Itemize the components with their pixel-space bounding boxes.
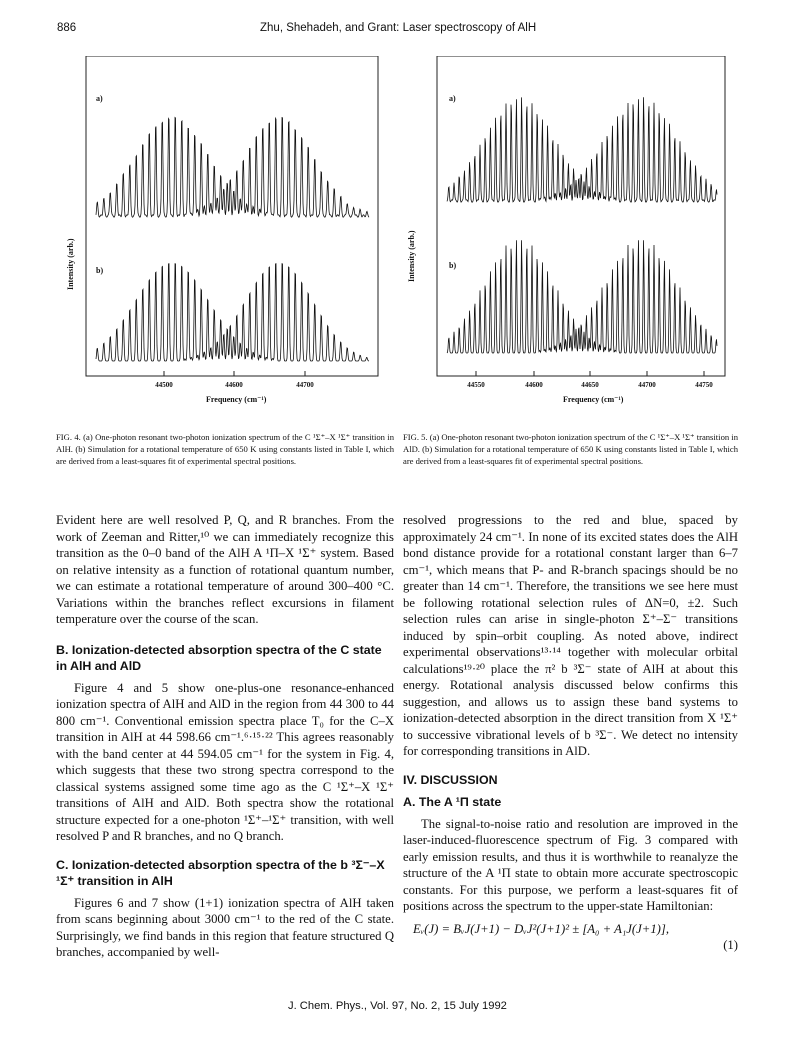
figure-5-plot	[401, 56, 741, 411]
figure-4-plot	[54, 56, 394, 411]
figure-4-panel-b-label: b)	[96, 266, 104, 275]
paragraph: Figures 6 and 7 show (1+1) ionization spectra of AlH taken from scans beginning about 3000 cm⁻¹ to the red of the C state. Surprisingly, we find bands in this region that feature structured Q branches, accompanied by well-	[56, 895, 394, 959]
section-heading-iv: IV. DISCUSSION	[403, 772, 498, 787]
figure-5-x-tick: 44700	[638, 381, 656, 389]
section-heading-c: C. Ionization-detected absorption spectra of the b ³Σ⁻–X ¹Σ⁺ transition in AlH	[56, 857, 385, 888]
figure-4-x-axis-label: Frequency (cm⁻¹)	[206, 395, 267, 404]
equation-number: (1)	[723, 938, 738, 952]
figure-4-caption: FIG. 4. (a) One-photon resonant two-photon ionization spectrum of the C ¹Σ⁺–X ¹Σ⁺ transition in AlH. (b) Simulation for a rotational temperature of 650 K using constants listed in Table I, which are derived from a least-squares fit of experimental spectral positions.	[56, 432, 394, 466]
section-heading-b: B. Ionization-detected absorption spectra of the C state in AlH and AlD	[56, 642, 382, 673]
figure-5-caption: FIG. 5. (a) One-photon resonant two-photon ionization spectrum of the C ¹Σ⁺–X ¹Σ⁺ transition in AlD. (b) Simulation for a rotational temperature of 650 K using constants listed in Table I, which are derived from a least-squares fit of experimental spectral positions.	[403, 432, 738, 466]
paragraph: resolved progressions to the red and blue, spaced by approximately 24 cm⁻¹. In none of its excited states does the AlH bond distance provide for a rotational constant larger than 6–7 cm⁻¹, which means that P- and R-branch spacings should be no greater than 14 cm⁻¹. Therefore, the transitions we see here must be following rotational selection rules of ΔN=0, ±2. Such selection rules can arise in single-photon Σ⁺–Σ⁻ transitions induced by spin–orbit coupling. As noted above, indirect experimental observations¹³·¹⁴ together with molecular orbital calculations¹⁹·²⁰ place the π² b ³Σ⁻ state of AlH at about this energy. Rotational analysis discussed below confirms this suggestion, and allows us to assign these band systems to ionization-detected absorption in the direct transition from X ¹Σ⁺ to successive vibrational levels of b ³Σ⁻. We detect no intensity for corresponding transitions in AlD.	[403, 513, 738, 758]
figure-5-panel-b-label: b)	[449, 261, 457, 270]
journal-footer: J. Chem. Phys., Vol. 97, No. 2, 15 July 1992	[288, 1000, 507, 1012]
figure-4-x-tick: 44600	[225, 381, 243, 389]
section-heading-a: A. The A ¹Π state	[403, 794, 502, 809]
equation-1: Eᵥ(J) = BᵥJ(J+1) − DᵥJ²(J+1)² ± [A₀ + A₁J(J+1)],	[413, 921, 670, 936]
left-column	[56, 512, 394, 961]
paragraph: Figure 4 and 5 show one-plus-one resonance-enhanced ionization spectra of AlH and AlD in the region from 44 300 to 44 800 cm⁻¹. Conventional emission spectra place T₀ for the C–X transition in AlH at 44 598.66 cm⁻¹.⁶·¹⁵·²² This agrees reasonably with the band center at 44 594.05 cm⁻¹ for the system in Fig. 4, which suggests that these two strong spectra correspond to the classical systems assigned some time ago as the C ¹Σ⁺–X ¹Σ⁺ transitions of AlH and AlD. Both spectra show the rotational structure expected for a one-photon ¹Σ⁺–¹Σ⁺ transition, with well resolved P and R branches, and no Q branch.	[56, 680, 394, 843]
paragraph: Evident here are well resolved P, Q, and R branches. From the work of Zeeman and Ritter,¹⁰ we can immediately recognize this transition as the 0–0 band of the AlH A ¹Π–X ¹Σ⁺ system. Based on relative intensity as a function of rotational quantum number, we can estimate a rotational temperature of around 300–400 °C. Variations within the branches reflect excursions in filament temperature over the course of the scan.	[56, 513, 394, 626]
running-title: Zhu, Shehadeh, and Grant: Laser spectroscopy of AlH	[260, 22, 537, 34]
figure-5	[401, 56, 741, 411]
plot-frame	[86, 56, 378, 376]
figure-5-x-tick: 44750	[695, 381, 713, 389]
figure-4-x-tick: 44500	[155, 381, 173, 389]
spectrum-trace	[447, 240, 717, 353]
figure-4-x-tick: 44700	[296, 381, 314, 389]
paragraph: The signal-to-noise ratio and resolution are improved in the laser-induced-fluorescence spectrum of Fig. 3 compared with early emission results, and thus it is worthwhile to reanalyze the structure of the A ¹Π state to obtain more accurate spectroscopic constants. For this purpose, we perform a least-squares fit of positions across the spectrum to the upper-state Hamiltonian:	[403, 816, 738, 913]
figure-5-x-tick: 44600	[525, 381, 543, 389]
spectrum-trace	[447, 97, 717, 202]
figure-5-x-tick: 44550	[467, 381, 485, 389]
right-column	[403, 512, 738, 954]
figure-4-panel-a-label: a)	[96, 94, 103, 103]
figure-4-y-axis-label: Intensity (arb.)	[66, 238, 75, 290]
figure-5-y-axis-label: Intensity (arb.)	[407, 230, 416, 282]
figure-5-x-tick: 44650	[581, 381, 599, 389]
figure-4	[54, 56, 394, 411]
figure-5-panel-a-label: a)	[449, 94, 456, 103]
spectrum-trace	[96, 118, 369, 218]
page-number: 886	[57, 22, 77, 34]
figure-5-x-axis-label: Frequency (cm⁻¹)	[563, 395, 624, 404]
spectrum-trace	[96, 264, 369, 361]
